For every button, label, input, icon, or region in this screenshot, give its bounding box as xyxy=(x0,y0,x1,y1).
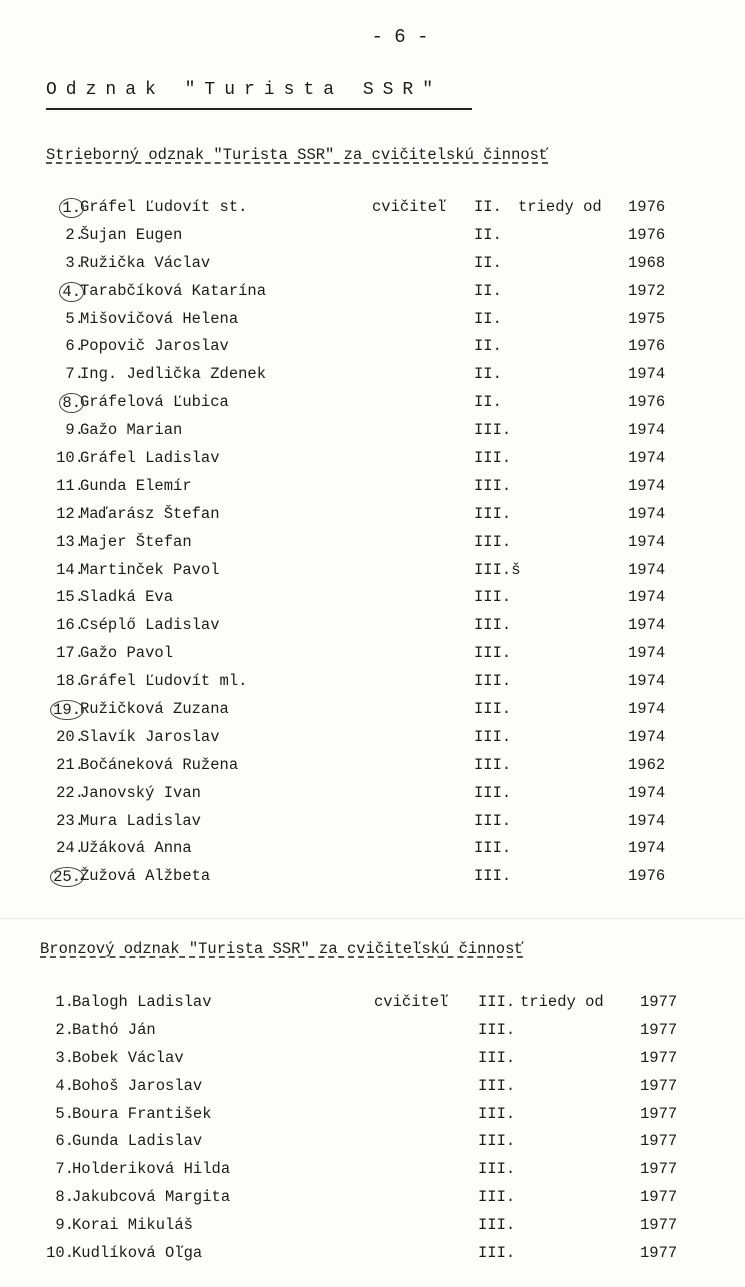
year: 1974 xyxy=(628,365,666,384)
circled-number: 25. xyxy=(50,867,84,887)
section-heading-bronze: Bronzový odznak "Turista SSR" za cvičiteľskú činnosť xyxy=(40,940,524,958)
class-level: III. xyxy=(478,1048,516,1067)
item-number: 17. xyxy=(56,644,84,663)
class-level: III. xyxy=(474,644,512,663)
year: 1976 xyxy=(628,198,666,216)
year: 1972 xyxy=(628,281,666,300)
year: 1974 xyxy=(628,588,666,607)
year: 1974 xyxy=(628,644,666,663)
member-name: Janovský Ivan xyxy=(80,783,201,802)
year: 1977 xyxy=(640,1188,678,1207)
class-level: II. xyxy=(474,198,502,216)
member-name: Gráfelová Ľubica xyxy=(80,393,229,412)
member-name: Korai Mikuláš xyxy=(72,1216,193,1235)
year: 1974 xyxy=(628,672,666,691)
list-item xyxy=(0,1160,745,1188)
item-number: 11. xyxy=(56,476,84,495)
item-number: 14. xyxy=(56,560,84,579)
year: 1962 xyxy=(628,755,666,774)
list-item xyxy=(0,812,745,840)
class-level: III. xyxy=(474,783,512,802)
list-item xyxy=(0,198,745,226)
since-label: triedy od xyxy=(518,198,602,216)
item-number xyxy=(24,393,84,413)
class-level: III. xyxy=(474,421,512,440)
item-number: 10. xyxy=(56,449,84,468)
item-number: 3. xyxy=(55,1048,74,1067)
member-name: Majer Štefan xyxy=(80,532,192,551)
year: 1974 xyxy=(628,504,666,523)
member-name: Ružička Václav xyxy=(80,253,211,272)
member-name: Gažo Pavol xyxy=(80,644,174,663)
list-item xyxy=(0,1216,745,1244)
silver-badge-list xyxy=(0,198,745,895)
year: 1974 xyxy=(628,783,666,802)
item-number xyxy=(24,198,84,218)
circled-number: 1. xyxy=(59,198,84,218)
list-item xyxy=(0,700,745,728)
item-number: 20. xyxy=(56,727,84,746)
year: 1968 xyxy=(628,253,666,272)
class-level: III. xyxy=(474,839,512,858)
item-number: 6. xyxy=(65,337,84,356)
class-level: III. xyxy=(474,727,512,746)
class-level: III. xyxy=(474,504,512,523)
item-number xyxy=(24,867,84,887)
member-name: Popovič Jaroslav xyxy=(80,337,229,356)
item-number: 5. xyxy=(55,1104,74,1123)
member-name: Žužová Alžbeta xyxy=(80,867,211,886)
list-item xyxy=(0,1049,745,1077)
list-item xyxy=(0,993,745,1021)
class-level: III. xyxy=(474,700,512,719)
item-number: 21. xyxy=(56,755,84,774)
year: 1976 xyxy=(628,337,666,356)
item-number xyxy=(24,700,84,720)
list-item xyxy=(0,616,745,644)
circled-number: 19. xyxy=(50,700,84,720)
member-name: Balogh Ladislav xyxy=(72,993,212,1011)
class-level: II. xyxy=(474,393,502,412)
list-item xyxy=(0,1132,745,1160)
item-number xyxy=(24,282,84,302)
class-level: II. xyxy=(474,309,502,328)
class-level: III. xyxy=(474,449,512,468)
year: 1977 xyxy=(640,1216,678,1235)
year: 1974 xyxy=(628,811,666,830)
bronze-badge-list xyxy=(0,993,745,1272)
list-item xyxy=(0,561,745,589)
scan-divider xyxy=(0,918,745,919)
class-level: II. xyxy=(474,225,502,244)
class-level: III. xyxy=(478,1216,516,1235)
member-name: Cséplő Ladislav xyxy=(80,616,220,635)
list-item xyxy=(0,421,745,449)
title-underline xyxy=(46,108,472,110)
year: 1974 xyxy=(628,560,666,579)
member-name: Šujan Eugen xyxy=(80,225,183,244)
item-number: 1. xyxy=(55,993,74,1011)
class-level: III. xyxy=(478,1020,516,1039)
list-item xyxy=(0,728,745,756)
item-number: 23. xyxy=(56,811,84,830)
section-heading-silver: Strieborný odznak "Turista SSR" za cvičitelskú činnosť xyxy=(46,146,549,164)
year: 1977 xyxy=(640,1076,678,1095)
member-name: Tarabčíková Katarína xyxy=(80,281,267,300)
item-number: 22. xyxy=(56,783,84,802)
list-item xyxy=(0,477,745,505)
year: 1977 xyxy=(640,1104,678,1123)
item-number: 4. xyxy=(55,1076,74,1095)
member-name: Gažo Marian xyxy=(80,421,183,440)
item-number: 9. xyxy=(55,1216,74,1235)
member-name: Martinček Pavol xyxy=(80,560,220,579)
member-name: Mura Ladislav xyxy=(80,811,201,830)
member-name: Kudlíková Oľga xyxy=(72,1244,203,1263)
list-item xyxy=(0,1021,745,1049)
list-item xyxy=(0,672,745,700)
list-item xyxy=(0,282,745,310)
list-item xyxy=(0,588,745,616)
year: 1974 xyxy=(628,727,666,746)
item-number: 9. xyxy=(65,421,84,440)
item-number: 2. xyxy=(65,225,84,244)
member-name: Jakubcová Margita xyxy=(72,1188,231,1207)
list-item xyxy=(0,1188,745,1216)
document-title: Odznak "Turista SSR" xyxy=(46,80,443,100)
member-name: Sladká Eva xyxy=(80,588,174,607)
item-number: 12. xyxy=(56,504,84,523)
item-number: 7. xyxy=(65,365,84,384)
class-level: III. xyxy=(474,867,512,886)
member-name: Gráfel Ľudovít ml. xyxy=(80,672,248,691)
list-item xyxy=(0,254,745,282)
list-item xyxy=(0,644,745,672)
year: 1976 xyxy=(628,225,666,244)
year: 1974 xyxy=(628,839,666,858)
list-item xyxy=(0,1105,745,1133)
item-number: 2. xyxy=(55,1020,74,1039)
item-number: 18. xyxy=(56,672,84,691)
class-level: III. xyxy=(478,1244,516,1263)
member-name: Bobek Václav xyxy=(72,1048,184,1067)
member-name: Bathó Ján xyxy=(72,1020,156,1039)
item-number: 6. xyxy=(55,1132,74,1151)
list-item xyxy=(0,365,745,393)
item-number: 8. xyxy=(55,1188,74,1207)
member-name: Maďarász Štefan xyxy=(80,504,220,523)
year: 1977 xyxy=(640,1020,678,1039)
year: 1977 xyxy=(640,1048,678,1067)
year: 1977 xyxy=(640,1160,678,1179)
year: 1974 xyxy=(628,449,666,468)
item-number: 7. xyxy=(55,1160,74,1179)
member-name: Holderiková Hilda xyxy=(72,1160,231,1179)
class-level: III. xyxy=(478,1132,516,1151)
member-name: Slavík Jaroslav xyxy=(80,727,220,746)
member-name: Gunda Elemír xyxy=(80,476,192,495)
circled-number: 8. xyxy=(59,393,84,413)
member-name: Gunda Ladislav xyxy=(72,1132,203,1151)
member-name: Bočáneková Ružena xyxy=(80,755,239,774)
class-level: II. xyxy=(474,253,502,272)
list-item xyxy=(0,1077,745,1105)
list-item xyxy=(0,839,745,867)
list-item xyxy=(0,784,745,812)
item-number: 10. xyxy=(46,1244,74,1263)
list-item xyxy=(0,505,745,533)
class-level: III. xyxy=(478,1104,516,1123)
year: 1974 xyxy=(628,476,666,495)
class-level: III. xyxy=(478,1160,516,1179)
member-name: Užáková Anna xyxy=(80,839,192,858)
circled-number: 4. xyxy=(59,282,84,302)
class-level: III. xyxy=(474,532,512,551)
member-name: Gráfel Ladislav xyxy=(80,449,220,468)
class-level: III. xyxy=(474,672,512,691)
list-item xyxy=(0,867,745,895)
class-level: III. xyxy=(474,588,512,607)
class-level: II. xyxy=(474,337,502,356)
member-name: Gráfel Ľudovít st. xyxy=(80,198,248,216)
class-level: III. xyxy=(478,1188,516,1207)
class-level: III. xyxy=(474,811,512,830)
class-level: III.š xyxy=(474,560,521,579)
list-item xyxy=(0,310,745,338)
member-name: Bohoš Jaroslav xyxy=(72,1076,203,1095)
year: 1975 xyxy=(628,309,666,328)
member-name: Boura František xyxy=(72,1104,212,1123)
page-number: - 6 - xyxy=(371,26,429,48)
class-level: III. xyxy=(474,476,512,495)
class-level: III. xyxy=(478,1076,516,1095)
class-level: III. xyxy=(478,993,516,1011)
item-number: 13. xyxy=(56,532,84,551)
item-number: 15. xyxy=(56,588,84,607)
item-number: 5. xyxy=(65,309,84,328)
year: 1977 xyxy=(640,1132,678,1151)
since-label: triedy od xyxy=(520,993,604,1011)
member-name: Ružičková Zuzana xyxy=(80,700,229,719)
list-item xyxy=(0,756,745,784)
role-label: cvičiteľ xyxy=(372,198,447,216)
list-item xyxy=(0,533,745,561)
year: 1974 xyxy=(628,700,666,719)
member-name: Ing. Jedlička Zdenek xyxy=(80,365,267,384)
year: 1977 xyxy=(640,993,678,1011)
class-level: II. xyxy=(474,281,502,300)
year: 1974 xyxy=(628,532,666,551)
item-number: 3. xyxy=(65,253,84,272)
class-level: III. xyxy=(474,616,512,635)
item-number: 24. xyxy=(56,839,84,858)
item-number: 16. xyxy=(56,616,84,635)
class-level: III. xyxy=(474,755,512,774)
list-item xyxy=(0,226,745,254)
year: 1977 xyxy=(640,1244,678,1263)
year: 1976 xyxy=(628,867,666,886)
list-item xyxy=(0,449,745,477)
year: 1974 xyxy=(628,421,666,440)
year: 1974 xyxy=(628,616,666,635)
role-label: cvičiteľ xyxy=(374,993,449,1011)
class-level: II. xyxy=(474,365,502,384)
year: 1976 xyxy=(628,393,666,412)
list-item xyxy=(0,1244,745,1272)
list-item xyxy=(0,337,745,365)
member-name: Mišovičová Helena xyxy=(80,309,239,328)
list-item xyxy=(0,393,745,421)
